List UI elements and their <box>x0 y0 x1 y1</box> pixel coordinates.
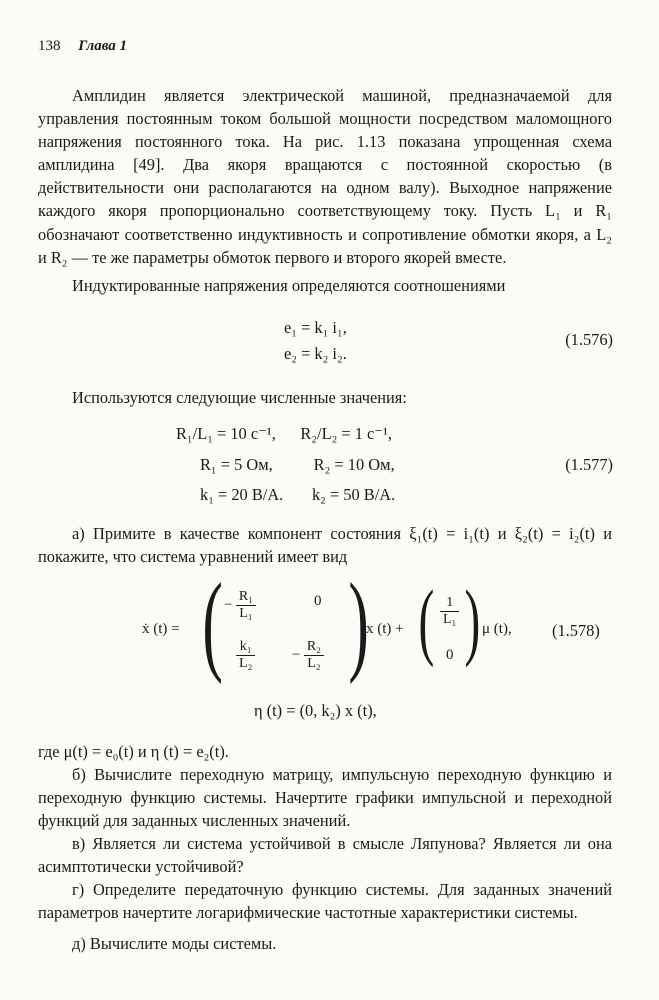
task-d: д) Вычислите моды системы. <box>72 934 277 953</box>
eq-1577-number: (1.577) <box>565 455 613 474</box>
page-header <box>38 38 127 55</box>
task-b: б) Вычислите переходную матрицу, импульсную переходную функцию и переходную функцию системы. Начертите графики импульсной и переходной функций для заданных численных значений. <box>38 765 612 831</box>
vector-left-paren: ( <box>418 572 435 668</box>
task-a: а) Примите в качестве компонент состояния ξ₁(t) = i₁(t) и ξ₂(t) = i₂(t) и покажите, что система уравнений имеет вид <box>38 524 612 567</box>
page-number: 138 <box>38 38 61 54</box>
eq-1578-lhs: ẋ (t) = <box>142 621 180 637</box>
matrix-a12: 0 <box>314 593 322 609</box>
eq-1577-row3: k₁ = 20 В/А. k₂ = 50 В/А. <box>200 485 396 504</box>
eq-1577-row1: R₁/L₁ = 10 с⁻¹, R₂/L₂ = 1 с⁻¹, <box>176 424 392 443</box>
intro-paragraph: Амплидин является электрической машиной, предназначаемой для управления постоянным током большой мощности посредством маломощного напряжения постоянного тока. На рис. 1.13 показана упрощенная схема амплидина [49]. Два якоря вращаются с постоянной скоростью (в действительности они располагаются на одном валу). Выходное напряжение каждого якоря пропорционально соответствующему току. Пусть L₁ и R₁ обозначают соответственно индуктивность и сопротивление обмотки якоря, а L₂ и R₂ — те же параметры обмоток первого и второго якорей вместе. <box>38 86 612 267</box>
eq-1576-line1: e₁ = k₁ i₁, <box>284 318 347 337</box>
task-g: г) Определите передаточную функцию системы. Для заданных значений параметров начертите логарифмические частотные характеристики системы. <box>38 880 612 923</box>
matrix-a21: $\frac{\text{k₁}}{\text{L₂}}$ <box>236 639 255 672</box>
vector-b1: $\frac{1}{\text{L₁}}$ <box>440 595 459 628</box>
matrix-right-paren: ) <box>348 561 369 685</box>
eq-1578-number: (1.578) <box>552 621 600 640</box>
induced-voltages-text: Индуктированные напряжения определяются соотношениями <box>72 276 506 295</box>
task-v: в) Является ли система устойчивой в смысле Ляпунова? Является ли она асимптотически устойчивой? <box>38 834 612 877</box>
eq-1578-mid: x (t) + <box>366 621 404 637</box>
eq-1578-rhs: μ (t), <box>482 621 512 637</box>
matrix-a22: − $\frac{\text{R₂}}{\text{L₂}}$ <box>292 639 324 672</box>
values-text: Используются следующие численные значения: <box>72 388 407 407</box>
eq-1576-line2: e₂ = k₂ i₂. <box>284 344 347 363</box>
matrix-left-paren: ( <box>202 561 223 685</box>
vector-b2: 0 <box>446 647 454 663</box>
eq-1578 <box>142 561 612 688</box>
eq-1578-output: η (t) = (0, k₂) x (t), <box>254 701 377 720</box>
eq-1577-row2: R₁ = 5 Ом, R₂ = 10 Ом, <box>200 455 395 474</box>
chapter-title: Глава 1 <box>78 38 128 54</box>
where-text: где μ(t) = e₀(t) и η (t) = e₂(t). <box>38 742 229 761</box>
vector-right-paren: ) <box>464 572 481 668</box>
matrix-a11: − $\frac{\text{R₁}}{\text{L₁}}$ <box>224 589 256 622</box>
eq-1576-number: (1.576) <box>565 330 613 349</box>
